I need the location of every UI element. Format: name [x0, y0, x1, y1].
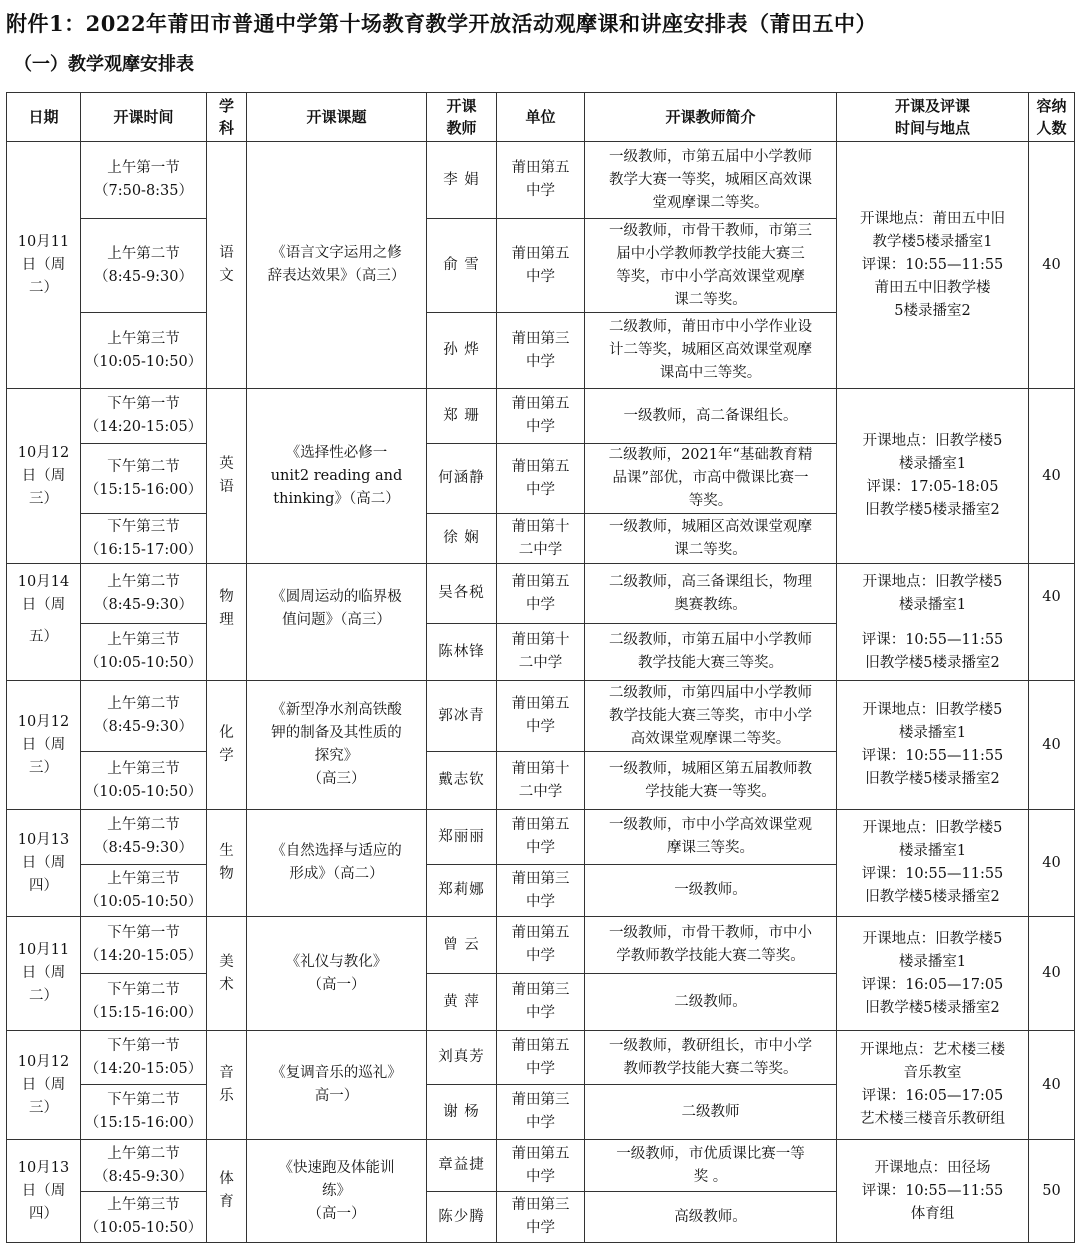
place-cell: 开课地点：田径场 评课：10:55—11:55 体育组 [837, 1140, 1029, 1243]
time-cell: 下午第一节 （14:20-15:05） [81, 917, 207, 974]
place-cell: 开课地点：旧教学楼5 楼录播室1 评课：10:55—11:55 旧教学楼5楼录播室2 [837, 681, 1029, 810]
teacher-cell: 徐 娴 [427, 514, 497, 564]
table-row [7, 810, 1075, 865]
section-subtitle: （一）教学观摩安排表 [14, 54, 194, 75]
teacher-cell: 吴各税 [427, 564, 497, 624]
place-cell: 开课地点：旧教学楼5 楼录播室1 [837, 564, 1029, 624]
teacher-cell: 陈林锋 [427, 624, 497, 681]
topic-cell: 《复调音乐的巡礼》 高一） [247, 1031, 427, 1140]
capacity-cell: 40 [1029, 810, 1075, 917]
header-teacher: 开课 教师 [427, 93, 497, 142]
unit-cell: 莆田第五 中学 [497, 389, 585, 444]
schedule-table [6, 92, 1075, 1243]
teacher-cell: 黄 萍 [427, 974, 497, 1031]
intro-cell: 二级教师。 [585, 974, 837, 1031]
subject-cell: 体 育 [207, 1140, 247, 1243]
date-cell: 10月12 日（周 三） [7, 1031, 81, 1140]
intro-cell: 一级教师，高二备课组长。 [585, 389, 837, 444]
intro-cell: 一级教师，城厢区高效课堂观摩 课二等奖。 [585, 514, 837, 564]
teacher-cell: 刘真芳 [427, 1031, 497, 1085]
table-row [7, 681, 1075, 752]
header-capacity: 容纳 人数 [1029, 93, 1075, 142]
intro-cell: 二级教师，市第五届中小学教师 教学技能大赛三等奖。 [585, 624, 837, 681]
time-cell: 下午第二节 （15:15-16:00） [81, 444, 207, 514]
teacher-cell: 孙 烨 [427, 313, 497, 389]
header-unit: 单位 [497, 93, 585, 142]
time-cell: 上午第一节 （7:50-8:35） [81, 142, 207, 219]
time-cell: 上午第二节 （8:45-9:30） [81, 564, 207, 624]
subject-cell: 生 物 [207, 810, 247, 917]
topic-cell: 《新型净水剂高铁酸 钾的制备及其性质的 探究》 （高三） [247, 681, 427, 810]
time-cell: 上午第三节 （10:05-10:50） [81, 313, 207, 389]
table-row [7, 564, 1075, 624]
date-cell: 10月12 日（周 三） [7, 389, 81, 564]
unit-cell: 莆田第五 中学 [497, 810, 585, 865]
place-cell: 开课地点：旧教学楼5 楼录播室1 评课：10:55—11:55 旧教学楼5楼录播室2 [837, 810, 1029, 917]
header-time: 开课时间 [81, 93, 207, 142]
capacity-cell: 40 [1029, 564, 1075, 681]
date-cell: 10月11 日（周 二） [7, 917, 81, 1031]
header-place: 开课及评课 时间与地点 [837, 93, 1029, 142]
place-cell: 开课地点：艺术楼三楼 音乐教室 评课：16:05—17:05 艺术楼三楼音乐教研组 [837, 1031, 1029, 1140]
intro-cell: 一级教师，城厢区第五届教师教 学技能大赛一等奖。 [585, 752, 837, 810]
time-cell: 上午第二节 （8:45-9:30） [81, 681, 207, 752]
document-title: 附件1：2022年莆田市普通中学第十场教育教学开放活动观摩课和讲座安排表（莆田五中） [6, 11, 878, 36]
topic-cell: 《快速跑及体能训 练》 （高一） [247, 1140, 427, 1243]
intro-cell: 一级教师，市骨干教师，市第三 届中小学教师教学技能大赛三 等奖，市中小学高效课堂观摩 课二等奖。 [585, 219, 837, 313]
header-intro: 开课教师简介 [585, 93, 837, 142]
unit-cell: 莆田第五 中学 [497, 564, 585, 624]
intro-cell: 二级教师，莆田市中小学作业设 计二等奖，城厢区高效课堂观摩 课高中三等奖。 [585, 313, 837, 389]
subject-cell: 语 文 [207, 142, 247, 389]
place-cell: 开课地点：旧教学楼5 楼录播室1 评课：17:05-18:05 旧教学楼5楼录播室2 [837, 389, 1029, 564]
header-date: 日期 [7, 93, 81, 142]
table-row [7, 389, 1075, 444]
date-cell: 五） [7, 624, 81, 681]
time-cell: 上午第二节 （8:45-9:30） [81, 810, 207, 865]
unit-cell: 莆田第五 中学 [497, 444, 585, 514]
unit-cell: 莆田第三 中学 [497, 974, 585, 1031]
subject-cell: 美 术 [207, 917, 247, 1031]
time-cell: 下午第一节 （14:20-15:05） [81, 1031, 207, 1085]
intro-cell: 一级教师，市优质课比赛一等 奖 。 [585, 1140, 837, 1192]
capacity-cell: 40 [1029, 681, 1075, 810]
subject-cell: 化 学 [207, 681, 247, 810]
time-cell: 下午第二节 （15:15-16:00） [81, 1085, 207, 1140]
capacity-cell: 40 [1029, 1031, 1075, 1140]
capacity-cell: 50 [1029, 1140, 1075, 1243]
teacher-cell: 郭冰青 [427, 681, 497, 752]
teacher-cell: 陈少腾 [427, 1192, 497, 1243]
intro-cell: 一级教师。 [585, 865, 837, 917]
date-cell: 10月13 日（周 四） [7, 1140, 81, 1243]
table-row [7, 1031, 1075, 1085]
teacher-cell: 章益捷 [427, 1140, 497, 1192]
date-cell: 10月13 日（周 四） [7, 810, 81, 917]
time-cell: 上午第三节 （10:05-10:50） [81, 624, 207, 681]
teacher-cell: 戴志钦 [427, 752, 497, 810]
unit-cell: 莆田第五 中学 [497, 681, 585, 752]
unit-cell: 莆田第五 中学 [497, 142, 585, 219]
subject-cell: 英 语 [207, 389, 247, 564]
teacher-cell: 谢 杨 [427, 1085, 497, 1140]
header-row [7, 93, 1075, 142]
table-row [7, 142, 1075, 219]
unit-cell: 莆田第三 中学 [497, 1085, 585, 1140]
unit-cell: 莆田第三 中学 [497, 313, 585, 389]
unit-cell: 莆田第十 二中学 [497, 752, 585, 810]
intro-cell: 二级教师 [585, 1085, 837, 1140]
place-cell: 开课地点：莆田五中旧 教学楼5楼录播室1 评课：10:55—11:55 莆田五中旧教学楼 5楼录播室2 [837, 142, 1029, 389]
topic-cell: 《选择性必修一 unit2 reading and thinking》（高二） [247, 389, 427, 564]
unit-cell: 莆田第五 中学 [497, 219, 585, 313]
unit-cell: 莆田第五 中学 [497, 1031, 585, 1085]
teacher-cell: 曾 云 [427, 917, 497, 974]
time-cell: 下午第三节 （16:15-17:00） [81, 514, 207, 564]
topic-cell: 《礼仪与教化》 （高一） [247, 917, 427, 1031]
subject-cell: 物 理 [207, 564, 247, 681]
table-row [7, 1140, 1075, 1192]
subject-cell: 音 乐 [207, 1031, 247, 1140]
unit-cell: 莆田第十 二中学 [497, 624, 585, 681]
unit-cell: 莆田第三 中学 [497, 865, 585, 917]
time-cell: 下午第一节 （14:20-15:05） [81, 389, 207, 444]
capacity-cell: 40 [1029, 917, 1075, 1031]
intro-cell: 一级教师，教研组长，市中小学 教师教学技能大赛二等奖。 [585, 1031, 837, 1085]
table-row [7, 624, 1075, 681]
time-cell: 上午第三节 （10:05-10:50） [81, 865, 207, 917]
teacher-cell: 郑 珊 [427, 389, 497, 444]
unit-cell: 莆田第五 中学 [497, 1140, 585, 1192]
time-cell: 上午第二节 （8:45-9:30） [81, 219, 207, 313]
teacher-cell: 李 娟 [427, 142, 497, 219]
intro-cell: 高级教师。 [585, 1192, 837, 1243]
teacher-cell: 郑莉娜 [427, 865, 497, 917]
unit-cell: 莆田第十 二中学 [497, 514, 585, 564]
teacher-cell: 郑丽丽 [427, 810, 497, 865]
intro-cell: 一级教师，市骨干教师，市中小 学教师教学技能大赛二等奖。 [585, 917, 837, 974]
time-cell: 下午第二节 （15:15-16:00） [81, 974, 207, 1031]
table-row [7, 917, 1075, 974]
teacher-cell: 何涵静 [427, 444, 497, 514]
capacity-cell: 40 [1029, 142, 1075, 389]
topic-cell: 《圆周运动的临界极 值问题》（高三） [247, 564, 427, 681]
time-cell: 上午第三节 （10:05-10:50） [81, 752, 207, 810]
time-cell: 上午第三节 （10:05-10:50） [81, 1192, 207, 1243]
intro-cell: 二级教师，高三备课组长，物理 奥赛教练。 [585, 564, 837, 624]
header-subject: 学 科 [207, 93, 247, 142]
intro-cell: 二级教师，2021年“基础教育精 品课”部优，市高中微课比赛一 等奖。 [585, 444, 837, 514]
date-cell: 10月12 日（周 三） [7, 681, 81, 810]
place-cell: 评课：10:55—11:55 旧教学楼5楼录播室2 [837, 624, 1029, 681]
intro-cell: 一级教师，市第五届中小学教师 教学大赛一等奖，城厢区高效课 堂观摩课二等奖。 [585, 142, 837, 219]
unit-cell: 莆田第五 中学 [497, 917, 585, 974]
time-cell: 上午第二节 （8:45-9:30） [81, 1140, 207, 1192]
place-cell: 开课地点：旧教学楼5 楼录播室1 评课：16:05—17:05 旧教学楼5楼录播室2 [837, 917, 1029, 1031]
intro-cell: 一级教师，市中小学高效课堂观 摩课三等奖。 [585, 810, 837, 865]
date-cell: 10月11 日（周 二） [7, 142, 81, 389]
capacity-cell: 40 [1029, 389, 1075, 564]
unit-cell: 莆田第三 中学 [497, 1192, 585, 1243]
date-cell: 10月14 日（周 [7, 564, 81, 624]
topic-cell: 《语言文字运用之修 辞表达效果》（高三） [247, 142, 427, 389]
intro-cell: 二级教师，市第四届中小学教师 教学技能大赛三等奖，市中小学 高效课堂观摩课二等奖。 [585, 681, 837, 752]
teacher-cell: 俞 雪 [427, 219, 497, 313]
topic-cell: 《自然选择与适应的 形成》（高二） [247, 810, 427, 917]
header-topic: 开课课题 [247, 93, 427, 142]
